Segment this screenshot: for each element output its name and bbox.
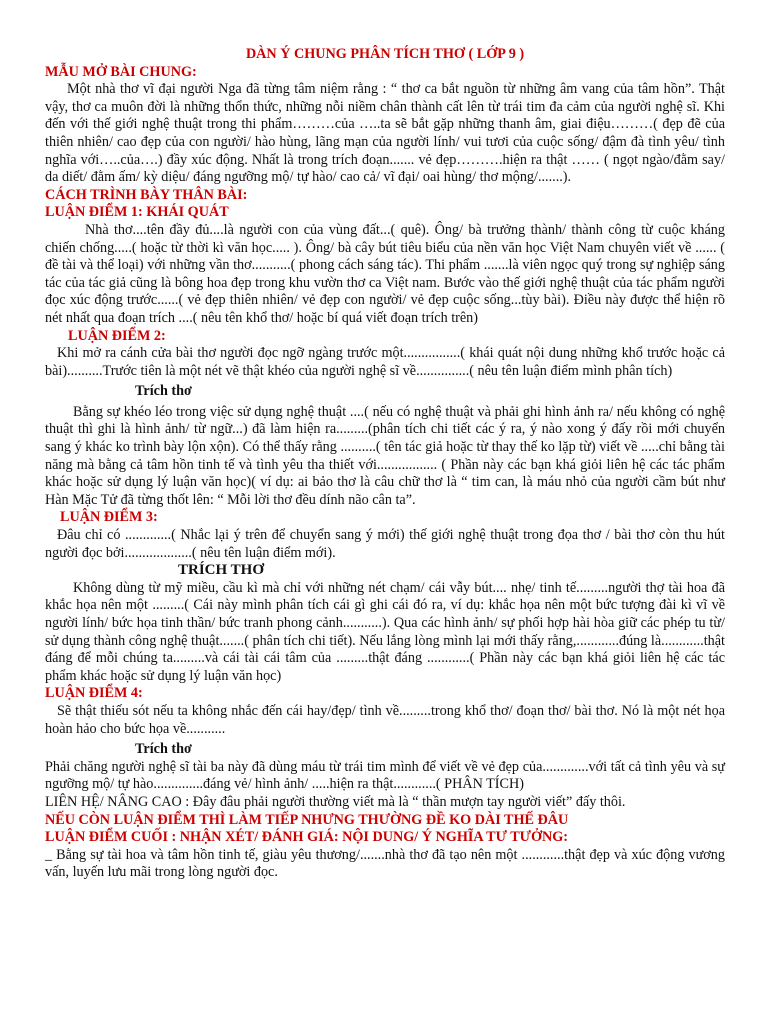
mo-bai-heading: MẪU MỞ BÀI CHUNG: xyxy=(45,63,197,80)
luan-diem-4-paragraph: Sẽ thật thiếu sót nếu ta không nhắc đến cái hay/đẹp/ tình về.........trong khổ thơ/ đoạn thơ/ bài thơ. Nó là một nét họa hoàn hảo cho bức họa về........... xyxy=(45,702,725,737)
luan-diem-3-trich-tho: TRÍCH THƠ xyxy=(178,562,264,579)
luan-diem-4-heading: LUẬN ĐIỂM 4: xyxy=(45,685,143,702)
luan-diem-3-analysis: Không dùng từ mỹ miều, cầu kì mà chỉ với những nét chạm/ cái vẫy bút.... nhẹ/ tinh tế.........người thợ tài hoa đã khắc họa nên một .........( Cái này mình phân tích cái gì ghi cái đó ra, ví dụ: khắc họa nên một bức tượng đài kì vĩ về người lính/ bức họa tinh thần/ bức tranh phong cảnh...........). Qua các hình ảnh/ sự phối hợp hài hòa giữ các phép tu từ/ sử dụng thành công nghệ thuật.......( phân tích chi tiết). Nếu lắng lòng mình lại mới thấy rằng,............đúng là............thật đáng để mỗi chúng ta.........và cái tài cái tâm của .........thật đáng ............( Phần này các bạn khá giỏi liên hệ các tác phẩm khác hoặc sử dụng lý luận văn học) xyxy=(45,579,725,684)
luan-diem-2-heading: LUẬN ĐIỂM 2: xyxy=(68,327,166,344)
luan-diem-2-paragraph: Khi mở ra cánh cửa bài thơ người đọc ngỡ ngàng trước một................( khái quát nội dung những khổ trước hoặc cả bài)..........Trước tiên là một nét vẽ thật khéo của người nghệ sĩ về...............( nêu tên luận điểm mình phân tích) xyxy=(45,345,725,379)
luan-diem-2-analysis: Bằng sự khéo léo trong việc sử dụng nghệ thuật ....( nếu có nghệ thuật và phải ghi hình ảnh ra/ nếu không có nghệ thuật thì ghi là hình ảnh/ từ ngữ...) đã làm hiện ra.........(phân tích chi tiết các ý ra, ý nào xong ý đấy rồi mới chuyển sang ý khác ko trình bày lộn xộn). Có thể thấy rằng ..........( tên tác giả hoặc từ thay thế ko lặp từ) viết về .....chỉ bằng tài năng mà bằng cả tâm hồn tinh tế và tình yêu tha thiết với................. ( Phần này các bạn khá giỏi liên hệ các tác phẩm khác hoặc sử dụng lý luận văn học)( ví dụ: ai bảo thơ là câu chữ thơ là “ tim can, là máu nhỏ của người cầm bút như Hàn Mặc Tử đã từng thốt lên: “ Mỗi lời thơ đều dính não cân ta”. xyxy=(45,403,725,508)
luan-diem-cuoi-paragraph: _ Bằng sự tài hoa và tâm hồn tinh tế, giàu yêu thương/.......nhà thơ đã tạo nên một ............thật đẹp và xúc động vương vấn, luyến lưu mãi trong lòng người đọc. xyxy=(45,846,725,881)
document-body xyxy=(45,46,725,882)
luan-diem-3-paragraph: Đâu chỉ có .............( Nhắc lại ý trên để chuyển sang ý mới) thế giới nghệ thuật trong đọa thơ / bài thơ còn thu hút người đọc bởi...................( nêu tên luận điểm mới). xyxy=(45,527,725,561)
luan-diem-3-heading: LUẬN ĐIỂM 3: xyxy=(60,509,158,526)
luan-diem-4-trich-tho: Trích thơ xyxy=(135,741,192,758)
luan-diem-1-heading: LUẬN ĐIỂM 1: KHÁI QUÁT xyxy=(45,204,229,221)
luan-diem-2-trich-tho: Trích thơ xyxy=(135,383,192,400)
luan-diem-1-paragraph: Nhà thơ....tên đầy đủ....là người con của vùng đất...( quê). Ông/ bà trưởng thành/ thành công từ cuộc kháng chiến chống.....( hoặc từ thời kì văn học..... ). Ông/ bà cây bút tiêu biểu của nền văn học Việt Nam chuyên viết về ...... ( đề tài và thể loại) với những vần thơ...........( phong cách sáng tác). Thi phẩm .......là viên ngọc quý trong sự nghiệp sáng tác của tác giả cũng là bông hoa đẹp trong khu vườn thơ ca Việt nam. Bước vào thế giới nghệ thuật của tác phẩm người đọc xúc động trước......( vẻ đẹp thiên nhiên/ vẻ đẹp con người/ vẻ đẹp cuộc sống...tùy bài). Điều này được thể hiện rõ nét nhất qua đoạn trích ....( nêu tên khổ thơ/ hoặc bí quá viết đoạn trích trên) xyxy=(45,221,725,326)
luan-diem-cuoi-heading: LUẬN ĐIỂM CUỐI : NHẬN XÉT/ ĐÁNH GIÁ: NỘI DUNG/ Ý NGHĨA TƯ TƯỞNG: xyxy=(45,829,568,846)
page-title: DÀN Ý CHUNG PHÂN TÍCH THƠ ( LỚP 9 ) xyxy=(245,46,525,62)
mo-bai-paragraph: Một nhà thơ vĩ đại người Nga đã từng tâm niệm rằng : “ thơ ca bắt nguồn từ những âm vang của tâm hồn”. Thật vậy, thơ ca muôn đời là những thổn thức, những nỗi niềm chân thành cất lên từ trái tim đa cảm của người nghệ sĩ. Khi đến với thế giới nghệ thuật trong thi phẩm………của …..ta sẽ bắt gặp những thanh âm, giai điệu………( đẹp đẽ của thiên nhiên/ cao đẹp của con người/ hào hùng, lãng mạn của người lính/ vui tươi của cuộc sống/ đậm đà tình yêu/ tình nghĩa với…..của….) đầy xúc động. Nhất là trong trích đoạn....... vẻ đẹp……….hiện ra thật …… ( ngọt ngào/đằm say/ da diết/ đằm ấm/ kỳ diệu/ đáng ngưỡng mộ/ tự hào/ cao cả/ vĩ đại/ oai hùng/ thơ mộng/.......). xyxy=(45,81,725,186)
luan-diem-4-analysis: Phải chăng người nghệ sĩ tài ba này đã dùng máu từ trái tim mình để viết về vẻ đẹp của.............với tất cả tình yêu và sự ngưỡng mộ/ tự hào..............đáng vẻ/ hình ảnh/ .....hiện ra thật............( PHÂN TÍCH) xyxy=(45,758,725,793)
lien-he-line: LIÊN HỆ/ NÂNG CAO : Đây đâu phải người thường viết mà là “ thần mượn tay người viết” đấy thôi. xyxy=(45,793,626,810)
continue-note: NẾU CÒN LUẬN ĐIỂM THÌ LÀM TIẾP NHƯNG THƯỜNG ĐỀ KO DÀI THẾ ĐÂU xyxy=(45,811,569,828)
than-bai-heading: CÁCH TRÌNH BÀY THÂN BÀI: xyxy=(45,186,248,203)
